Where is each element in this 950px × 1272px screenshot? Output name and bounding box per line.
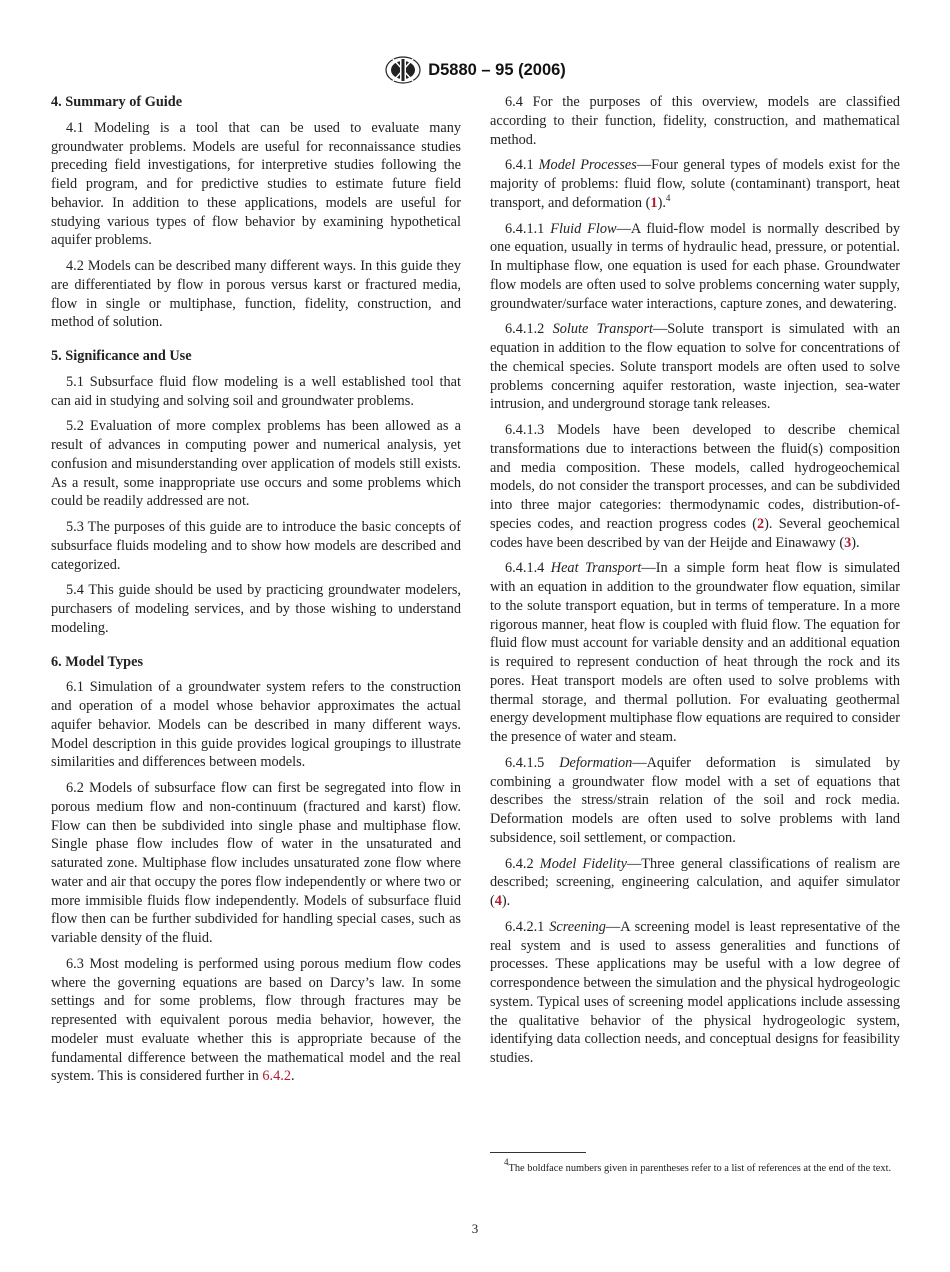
section-5-heading: 5. Significance and Use [51, 348, 192, 364]
paragraph-6-3 [51, 955, 461, 1086]
paragraph-number: 6.4.2 [505, 855, 540, 872]
paragraph-5-4: 5.4 This guide should be used by practicing groundwater modelers, purchasers of modeling services, and by those wishing to understand modeling. [51, 582, 461, 636]
left-column [51, 93, 461, 1093]
paragraph-text: —Three general classifications of realism are described; screening, engineering calculation, and aquifer simulator ( [490, 855, 900, 909]
astm-logo-icon [384, 55, 422, 85]
paragraph-text-end: ). [851, 534, 860, 551]
reference-link-2[interactable]: 2 [757, 515, 765, 532]
paragraph-4-2: 4.2 Models can be described many different ways. In this guide they are differentiated by flow in porous versus karst or fractured media, flow in single or multiphase, function, fidelity, construction, and method of solution. [51, 258, 461, 331]
paragraph-5-1: 5.1 Subsurface fluid flow modeling is a well established tool that can aid in studying and solving soil and groundwater problems. [51, 373, 461, 409]
paragraph-5-3: 5.3 The purposes of this guide are to introduce the basic concepts of subsurface fluids modeling and to show how models are described and categorized. [51, 519, 461, 573]
section-4-heading: 4. Summary of Guide [51, 94, 183, 110]
reference-link-1[interactable]: 1 [650, 194, 658, 211]
paragraph-text: —Four general types of models exist for the majority of problems: fluid flow, solute (contaminant) transport, heat transport, and deformation ( [490, 157, 900, 211]
paragraph-6-4-1-5 [490, 754, 900, 848]
paragraph-text: —A screening model is least representative of the real system and is used to assess generalities and functions of processes. These applications may be useful with a low degree of correspondence between the simulation and the physical hydrogeologic system. Typical uses of screening model applications include assessing the qualitative behavior of the physical hydrogeologic system, identifying data collection needs, and conceptual designs for feasibility studies. [490, 918, 901, 1066]
paragraph-6-4-1-2 [490, 320, 900, 414]
paragraph-text: —Solute transport is simulated with an equation in addition to the flow equation to solve for concentrations of the chemical species. Solute transport models are often used to solve problems concerning aquifer restoration, waste injection, sea-water intrusion, and underground storage tank releases. [490, 321, 900, 413]
footnote-text: The boldface numbers given in parentheses refer to a list of references at the end of the text. [508, 1163, 892, 1174]
paragraph-6-1: 6.1 Simulation of a groundwater system refers to the construction and operation of a model whose behavior approximates the actual aquifer behavior. Models can be described in many different ways. Model description in this guide provides logical groupings to illustrate similarities and differences between models. [51, 679, 461, 771]
subsection-title: Fluid Flow [550, 220, 617, 237]
paragraph-6-4-2 [490, 855, 900, 911]
paragraph-text: ). Several geochemical codes have been described by van der Heijde and Einawawy ( [490, 515, 901, 551]
paragraph-5-2: 5.2 Evaluation of more complex problems has been allowed as a result of advances in computing power and numerical analysis, yet confusion and misunderstanding over application of models still exists. As a result, some inappropriate use occurs and some problems which could be readily addressed are not. [51, 418, 461, 510]
subsection-title: Model Fidelity [539, 855, 627, 872]
paragraph-number: 6.4.1.1 [505, 220, 551, 237]
paragraph-number: 6.4.1 [505, 157, 539, 174]
paragraph-number: 6.4.1.4 [505, 560, 551, 577]
paragraph-text-end: ). [657, 194, 666, 211]
paragraph-text: —Aquifer deformation is simulated by combining a groundwater flow model with a set of equations that describes the stress/strain relation of the soil and rock media. Deformation models are often used to solve problems with land subsidence, soil settlement, or compaction. [490, 754, 900, 846]
paragraph-6-3-text: 6.3 Most modeling is performed using porous medium flow codes where the governing equations are based on Darcy’s law. In some settings and for some problems, flow through fractures may be represented with equivalent porous media behavior, however, the modeler must evaluate whether this is appropriate because of the fundamental difference between the mathematical model and the real system. This is considered further in [51, 955, 461, 1085]
paragraph-text: —In a simple form heat flow is simulated with an equation in addition to the groundwater flow equation, similar to the solute transport equation, but in terms of temperature. In a more rigorous manner, heat flow is coupled with fluid flow. The equation for fluid flow must account for variable density and an additional equation is required to represent conduction of heat through the rock and its pores. Heat transport models are often used to solve problems with thermal storage, and thermal pollution. For evaluating geothermal energy development multiphase flow equations are required to consider the presence of water and steam. [490, 560, 900, 745]
paragraph-6-4-1-3 [490, 421, 900, 552]
paragraph-number: 6.4.1.2 [505, 321, 553, 338]
paragraph-6-3-end: . [290, 1068, 295, 1085]
subsection-title: Solute Transport [552, 321, 653, 338]
section-link-6-4-2[interactable]: 6.4.2 [262, 1068, 291, 1085]
footnote-mark[interactable]: 4 [665, 192, 671, 203]
page-number: 3 [471, 1221, 479, 1236]
paragraph-6-4-2-1 [490, 918, 900, 1068]
page-header [0, 55, 950, 85]
footnote [490, 1157, 900, 1176]
paragraph-text: 6.4.1.3 Models have been developed to describe chemical transformations due to interactions between the fluid(s) composition and media composition. These models, called hydrogeochemical models, do not consider the transport processes, and can be subdivided into three major categories: thermodynamic codes, distribution-of-species codes, and reaction progress codes ( [490, 422, 900, 532]
subsection-title: Screening [549, 918, 606, 935]
reference-link-4[interactable]: 4 [494, 893, 502, 909]
subsection-title: Deformation [559, 754, 633, 771]
subsection-title: Heat Transport [550, 560, 642, 577]
paragraph-number: 6.4.1.5 [505, 754, 560, 771]
paragraph-6-4-1 [490, 156, 900, 212]
paragraph-6-4-1-1 [490, 220, 900, 314]
right-column [490, 93, 900, 1075]
paragraph-4-1: 4.1 Modeling is a tool that can be used to evaluate many groundwater problems. Models are useful for reconnaissance studies preceding field investigations, for interpretive studies following the field program, and for predictive studies to estimate future field behavior. In addition to these applications, models are useful for studying various types of flow behavior by examining hypothetical aquifer problems. [51, 119, 461, 249]
paragraph-number: 6.4.2.1 [505, 918, 550, 935]
document-designation: D5880 – 95 (2006) [428, 60, 566, 79]
paragraph-6-2: 6.2 Models of subsurface flow can first be segregated into flow in porous medium flow and non-continuum (fractured and karst) flow. Flow can then be subdivided into single phase and multiphase flow. Single phase flow includes flow of water in the unsaturated and saturated zone. Multiphase flow includes unsaturated zone flow where water and air that occupy the pores flow independently or where two or more immisible fluids flow independently. Models of subsurface fluid flow then can be further subdivided for handling special cases, such as variable density of the fluid. [51, 780, 461, 946]
subsection-title: Model Processes [538, 157, 637, 174]
footnote-number: 4 [504, 1157, 509, 1167]
paragraph-6-4-1-4 [490, 559, 900, 747]
reference-link-3[interactable]: 3 [844, 534, 852, 551]
footnote-divider [490, 1152, 586, 1153]
paragraph-text-end: ). [501, 893, 511, 909]
paragraph-6-4: 6.4 For the purposes of this overview, models are classified according to their function, fidelity, construction, and mathematical method. [490, 94, 900, 148]
section-6-heading: 6. Model Types [51, 653, 144, 670]
paragraph-text: —A fluid-flow model is normally described by one equation, usually in terms of hydraulic head, pressure, or potential. In multiphase flow, one equation is used for each phase. Groundwater flow models are often used to solve problems concerning water supply, groundwater/surface water interactions, capture zones, and dewatering. [490, 220, 900, 312]
